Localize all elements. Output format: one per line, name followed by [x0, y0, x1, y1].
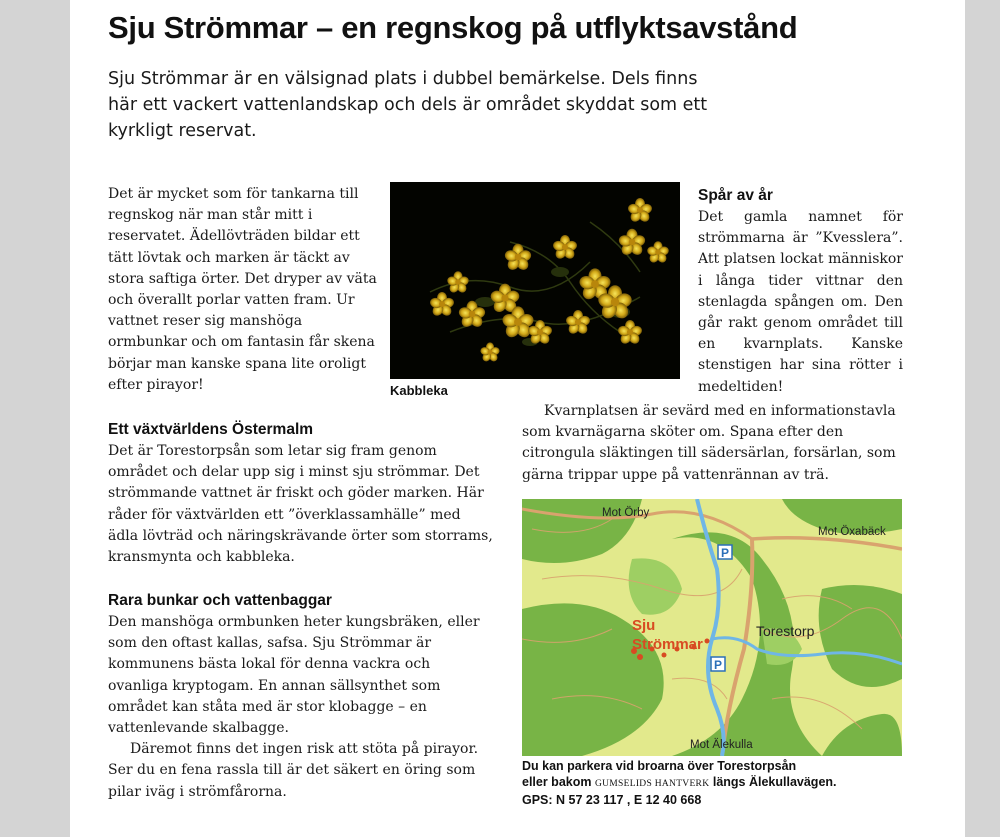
section-text-spar-p1: Det gamla namnet för strömmarna är ”Kvesslera”. Att platsen lockat människor i långa tider vittnar den stenlagda spången om. Den går rakt genom området till en kvarnplats. Kanske stenstigen har sina rötter i medeltiden! — [698, 209, 903, 395]
section-text-bunkar — [108, 612, 493, 803]
section-heading-spar: Spår av år — [698, 187, 773, 204]
gumselids-logo: GUMSELIDS HANTVERK — [594, 779, 710, 789]
map-caption-line1: Du kan parkera vid broarna över Torestorpsån — [522, 759, 797, 773]
intro-paragraph: Det är mycket som för tankarna till regnskog när man står mitt i reservatet. Ädellövträden bildar ett tätt lövtak och marken är täckt av stora saftiga örter. Det dryper av väta och överallt porlar vatten fram. Ur vattnet reser sig manshöga ormbunkar och om fantasin får skena börjar man kanske spana lite oroligt efter pirayor! — [108, 186, 377, 393]
map-caption-line2-start: eller bakom — [522, 775, 592, 789]
map-caption-line2 — [522, 774, 942, 792]
page-title: Sju Strömmar – en regnskog på utflyktsavstånd — [108, 10, 798, 45]
parking-marker-south — [711, 657, 725, 672]
section-heading-ostermalm: Ett växtvärldens Östermalm — [108, 421, 314, 438]
map-label-strommar: Strömmar — [632, 636, 703, 653]
parking-marker-north — [718, 545, 732, 560]
map-label-alekulla: Mot Älekulla — [690, 739, 753, 751]
map-label-orby: Mot Örby — [602, 507, 650, 519]
section-text-ostermalm: Det är Torestorpsån som letar sig fram genom området och delar upp sig i minst sju strömmar. Det strömmande vattnet är friskt och göder marken. Här råder för växtvärlden ett ”överklassamhälle” med ädla lövträd och näringskrävande örter som storrams, kransmynta och kabbleka. — [108, 443, 493, 566]
svg-text:P: P — [720, 546, 730, 560]
svg-text:P: P — [713, 658, 723, 672]
map-label-sju: Sju — [632, 617, 656, 634]
area-map — [522, 499, 902, 756]
map-caption-gps: GPS: N 57 23 117 , E 12 40 668 — [522, 793, 702, 807]
section-heading-bunkar: Rara bunkar och vattenbaggar — [108, 592, 332, 609]
section-text-spar-p2: Kvarnplatsen är sevärd med en informationstavla som kvarnägarna sköter om. Spana efter den citrongula släktingen till sädersärlan, forsärlan, som gärna trippar uppe på vattenrännan av trä. — [522, 403, 896, 483]
map-label-torestorp: Torestorp — [756, 623, 815, 639]
section-text-bunkar-p2: Däremot finns det ingen risk att stöta på pirayor. Ser du en fena rassla till är det säkert en öring som pilar iväg i strömfårorna. — [108, 741, 479, 800]
kabbleka-photo — [390, 182, 680, 379]
section-text-bunkar-p1: Den manshöga ormbunken heter kungsbräken, eller som den oftast kallas, safsa. Sju Strömmar är kommunens bästa lokal för denna vackra och ovanliga kryptogam. En annan sällsynthet som området kan ståta med är stor klobagge – en vattenlevande skalbagge. — [108, 614, 480, 737]
marsh-marigold-flowers-icon — [390, 182, 680, 379]
page — [70, 0, 965, 837]
photo-caption: Kabbleka — [390, 383, 448, 398]
map-caption-line2-end: längs Älekullavägen. — [712, 775, 837, 789]
map-label-oxaback: Mot Öxabäck — [818, 526, 886, 538]
map-caption — [522, 758, 942, 808]
lead-paragraph: Sju Strömmar är en välsignad plats i dubbel bemärkelse. Dels finns här ett vackert vattenlandskap och dels är området skyddat som ett kyrkligt reservat. — [108, 69, 708, 141]
